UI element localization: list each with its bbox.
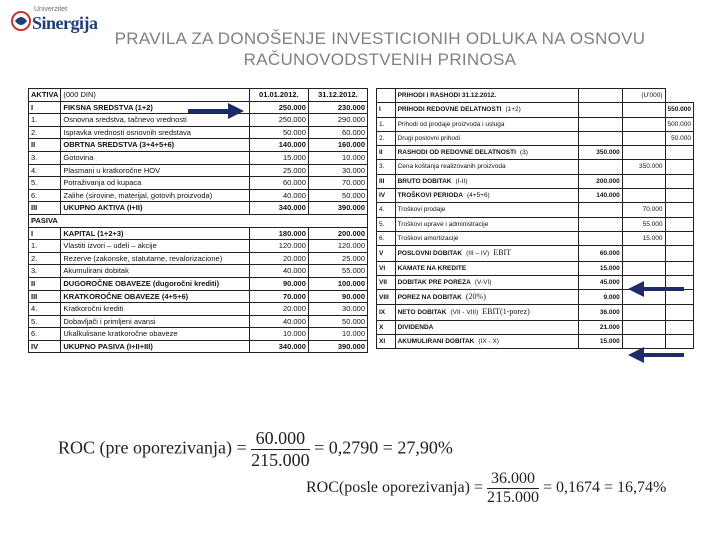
income-row [377,174,694,188]
income-row [377,189,694,203]
income-row-label: RASHODI OD REDOVNE DELATNOSTI [397,149,516,157]
balance-row-value-2012-12: 120.000 [308,240,367,253]
balance-row-label: OBRTNA SREDSTVA (3+4+5+6) [61,139,249,152]
balance-row-value-2012-01: 10.000 [249,328,308,341]
formula-result: 0,1674 = 16,74% [556,479,667,497]
balance-row [29,202,368,215]
income-row-label: POSLOVNI DOBITAK [397,250,463,258]
income-row-label-cell [395,203,578,217]
income-row [377,246,694,261]
income-row [377,320,694,334]
income-row-subtotal [578,203,622,217]
balance-header-date2: 31.12.2012. [308,89,367,102]
income-row [377,231,694,245]
income-row-number: III [377,174,396,188]
balance-row-value-2012-01: 15.000 [249,151,308,164]
balance-row-value-2012-12: 10.000 [308,151,367,164]
arrow-right-icon [186,100,246,122]
balance-row [29,277,368,290]
income-row-number: 1. [377,117,396,131]
balance-row-number: 4. [29,303,61,316]
income-row-number: 2. [377,131,396,145]
income-row-detail [622,261,665,275]
balance-row-label: KRATKOROČNE OBAVEZE (4+5+6) [61,290,249,303]
income-row-label: PRIHODI REDOVNE DELATNOSTI [397,106,502,114]
income-row-detail: 15.000 [622,231,665,245]
balance-row [29,189,368,202]
balance-row-label: DUGOROČNE OBAVEZE (dugoročni krediti) [61,277,249,290]
income-row-formula: (III – IV) [466,250,490,258]
balance-row-value-2012-12: 50.000 [308,189,367,202]
income-row [377,203,694,217]
income-row-label-cell [395,275,578,289]
income-row-subtotal [578,131,622,145]
income-row-detail [622,189,665,203]
income-row-label: TROŠKOVI PERIODA [397,192,463,200]
income-row-formula: (VII - VIII) [450,309,479,317]
income-row-label-cell [395,305,578,320]
balance-row [29,126,368,139]
income-row-detail [622,305,665,320]
income-row-label: Troškovi amortizacije [397,234,459,242]
income-row-label-cell [395,261,578,275]
balance-row [29,328,368,341]
balance-row-number: III [29,202,61,215]
balance-row-number: 5. [29,315,61,328]
balance-row-value-2012-01: 50.000 [249,126,308,139]
income-row-total [665,231,694,245]
income-row-note: (20%) [465,292,486,302]
income-row-total: 550.000 [665,103,694,117]
income-row-label: Drugi poslovni prihodi [397,134,461,142]
income-row-subtotal: 200.000 [578,174,622,188]
income-row-label-cell [395,146,578,160]
income-row [377,103,694,117]
income-row-detail [622,174,665,188]
logo-university-text: Univerzitet [34,6,68,13]
balance-row-value-2012-01: 20.000 [249,252,308,265]
income-row-subtotal: 15.000 [578,335,622,349]
balance-row-number: 1. [29,114,61,127]
income-header-unit: (U'000) [622,89,665,103]
balance-row-value-2012-12: 100.000 [308,277,367,290]
balance-row-number: I [29,227,61,240]
balance-row-value-2012-12: 160.000 [308,139,367,152]
balance-row-value-2012-01: 40.000 [249,315,308,328]
income-row-total [665,305,694,320]
balance-row-value-2012-12: 70.000 [308,177,367,190]
income-row-number: VI [377,261,396,275]
balance-row-number: 3. [29,265,61,278]
income-row-detail: 350.000 [622,160,665,174]
income-row-label-cell [395,246,578,261]
income-row [377,217,694,231]
income-row-label-cell [395,189,578,203]
balance-row-label: Potraživanja od kupaca [61,177,249,190]
balance-row [29,252,368,265]
arrow-left-icon [626,344,686,366]
income-row-subtotal: 60.000 [578,246,622,261]
arrow-left-icon [626,278,686,300]
income-row-subtotal: 21.000 [578,320,622,334]
formula-fraction [487,470,539,507]
income-row [377,261,694,275]
balance-row-value-2012-12: 10.000 [308,328,367,341]
income-row-label: POREZ NA DOBITAK [397,294,462,302]
income-row-label-cell [395,290,578,305]
income-row-label-cell [395,174,578,188]
formula-result: 0,2790 = 27,90% [328,437,453,458]
income-row-total [665,189,694,203]
income-row-total: 50.000 [665,131,694,145]
balance-row [29,265,368,278]
balance-row [29,139,368,152]
income-row-label-cell [395,335,578,349]
formula-fraction [251,428,310,471]
balance-row-label: Kratkoročni krediti [61,303,249,316]
balance-row-value-2012-01: 40.000 [249,189,308,202]
income-row-total [665,160,694,174]
income-row-detail [622,131,665,145]
balance-row-number: II [29,139,61,152]
balance-row-value-2012-12: 90.000 [308,290,367,303]
balance-row-number: 2. [29,252,61,265]
balance-row-label: UKUPNO PASIVA (I+II+III) [61,340,249,353]
income-row-number: I [377,103,396,117]
balance-row-number: II [29,277,61,290]
balance-row-number: 6. [29,189,61,202]
income-row-detail [622,146,665,160]
income-row-subtotal: 36.000 [578,305,622,320]
formula-label: ROC (pre oporezivanja) [58,437,232,458]
balance-row-value-2012-12: 55.000 [308,265,367,278]
logo-name: Sinergija [32,13,98,33]
balance-row-value-2012-01: 250.000 [249,114,308,127]
formula-label: ROC(posle oporezivanja) [306,479,470,497]
income-row-detail [622,320,665,334]
balance-row [29,315,368,328]
income-row-label-cell [395,231,578,245]
balance-row-label: KAPITAL (1+2+3) [61,227,249,240]
balance-section-label: PASIVA [29,214,368,227]
balance-row-number: 2. [29,126,61,139]
income-statement-table [376,88,694,349]
income-row-total [665,146,694,160]
income-row-label: Troškovi uprave i administracije [397,220,489,228]
income-row-number: XI [377,335,396,349]
balance-row-value-2012-01: 60.000 [249,177,308,190]
income-row-subtotal [578,103,622,117]
balance-row-number: 3. [29,151,61,164]
balance-row-value-2012-01: 70.000 [249,290,308,303]
income-row-total [665,203,694,217]
balance-row-label: Ukalkulisane kratkoročne obaveze [61,328,249,341]
balance-row-value-2012-12: 390.000 [308,202,367,215]
formula-numerator: 36.000 [487,470,539,489]
income-row-label: AKUMULIRANI DOBITAK [397,338,475,346]
income-row-label: DIVIDENDA [397,323,434,331]
income-header-title: PRIHODI I RASHODI 31.12.2012. [395,89,578,103]
balance-row-label: Vlastiti izvori – udeli – akcije [61,240,249,253]
income-row-subtotal [578,160,622,174]
income-header-row [377,89,694,103]
balance-row-value-2012-01: 25.000 [249,164,308,177]
balance-row-number: 6. [29,328,61,341]
income-row-formula: (1+2) [505,106,521,114]
income-row-number: V [377,246,396,261]
balance-row-value-2012-12: 290.000 [308,114,367,127]
balance-row-value-2012-01: 250.000 [249,101,308,114]
balance-row-number: IV [29,340,61,353]
income-row [377,305,694,320]
balance-row-value-2012-01: 140.000 [249,139,308,152]
income-row-total: 500.000 [665,117,694,131]
balance-row-label: Plasmani u kratkoročne HOV [61,164,249,177]
income-row-number: II [377,146,396,160]
income-row-label-cell [395,217,578,231]
income-row-label: KAMATE NA KREDITE [397,264,467,272]
income-row-label-cell [395,131,578,145]
income-row-total [665,246,694,261]
balance-row-value-2012-01: 20.000 [249,303,308,316]
balance-row-value-2012-12: 200.000 [308,227,367,240]
income-row-subtotal [578,117,622,131]
income-row-label: NETO DOBITAK [397,309,447,317]
income-row-label-cell [395,320,578,334]
balance-row-value-2012-12: 50.000 [308,315,367,328]
balance-row-label: Osnovna sredstva, tačnevo vrednosti [61,114,249,127]
balance-row [29,340,368,353]
balance-row-label: Akumulirani dobitak [61,265,249,278]
income-row-number: 4. [377,203,396,217]
balance-header-aktiva: AKTIVA [29,89,61,102]
balance-row [29,214,368,227]
income-row-number: VIII [377,290,396,305]
income-row-label-cell [395,103,578,117]
balance-row-number: 5. [29,177,61,190]
balance-header-date1: 01.01.2012. [249,89,308,102]
income-row-label: Prihodi od prodaje proizvoda i usluga [397,120,505,128]
income-row-number: 3. [377,160,396,174]
balance-row-value-2012-01: 340.000 [249,340,308,353]
income-row-label-cell [395,160,578,174]
income-row-detail: 70.000 [622,203,665,217]
balance-row-value-2012-01: 120.000 [249,240,308,253]
balance-row-label: Zalihe (sirovine, materijal, gotovih proizvoda) [61,189,249,202]
balance-row-number: 1. [29,240,61,253]
balance-row-value-2012-12: 30.000 [308,164,367,177]
balance-row [29,303,368,316]
formula-numerator: 60.000 [251,428,310,450]
income-row-formula: (IX - X) [478,338,499,346]
balance-row-value-2012-01: 90.000 [249,277,308,290]
balance-row [29,227,368,240]
income-row-number: IV [377,189,396,203]
balance-row-value-2012-12: 25.000 [308,252,367,265]
income-row-detail [622,117,665,131]
formula-denominator: 215.000 [251,450,310,470]
income-row-label: DOBITAK PRE POREZA [397,278,471,286]
income-row-formula: (I-II) [455,177,468,185]
income-row-formula: (4+5+6) [466,192,490,200]
income-row [377,160,694,174]
balance-row-value-2012-01: 340.000 [249,202,308,215]
income-row-subtotal: 140.000 [578,189,622,203]
income-row-note: EBIT(1-porez) [482,307,530,317]
balance-header-unit: (000 DIN) [61,89,249,102]
income-row-detail [622,103,665,117]
income-row-formula: (3) [519,149,528,157]
income-row-total [665,320,694,334]
balance-sheet-table [28,88,368,353]
income-row [377,131,694,145]
income-row-subtotal [578,231,622,245]
income-row [377,146,694,160]
slide-title: PRAVILA ZA DONOŠENJE INVESTICIONIH ODLUKA NA OSNOVU RAČUNOVODSTVENIH PRINOSA [114,29,646,69]
balance-row [29,164,368,177]
balance-row-label: Ispravka vrednosti osnovnih sredstava [61,126,249,139]
income-row-subtotal: 15.000 [578,261,622,275]
balance-row [29,177,368,190]
balance-row-number: III [29,290,61,303]
balance-row-value-2012-12: 390.000 [308,340,367,353]
balance-row-number: 4. [29,164,61,177]
income-row-total [665,261,694,275]
formula-denominator: 215.000 [486,489,539,506]
income-row-label: BRUTO DOBITAK [397,177,452,185]
income-row-number: 6. [377,231,396,245]
income-row-label-cell [395,117,578,131]
income-row-total [665,217,694,231]
roc-pre-tax-formula: ROC (pre oporezivanja) = $\frac{60.000}{215.000}$ = 0,2790 = 27,90% [58,428,453,470]
income-row-number: IX [377,305,396,320]
income-row-detail [622,246,665,261]
balance-row [29,290,368,303]
income-row [377,117,694,131]
balance-row-label: FIKSNA SREDSTVA (1+2) [61,101,249,114]
income-row-detail: 55.000 [622,217,665,231]
balance-row-number: I [29,101,61,114]
income-row-subtotal: 350.000 [578,146,622,160]
balance-row-value-2012-12: 60.000 [308,126,367,139]
balance-row-label: UKUPNO AKTIVA (I+II) [61,202,249,215]
income-row-total [665,174,694,188]
income-row-subtotal [578,217,622,231]
logo-emblem-icon [10,10,32,32]
income-row-label: Cena koštanja realizovanih proizvoda [397,163,506,171]
balance-row-value-2012-12: 30.000 [308,303,367,316]
balance-row-value-2012-12: 230.000 [308,101,367,114]
income-row-note: EBIT [493,248,512,258]
income-row-formula: (V-VI) [474,278,492,286]
income-row-number: 5. [377,217,396,231]
income-row-number: X [377,320,396,334]
balance-row-label: Gotovina [61,151,249,164]
roc-after-tax-formula: ROC(posle oporezivanja) = $\frac{36.000}{215.000}$ = 0,1674 = 16,74% [306,470,667,506]
balance-row-label: Dobavljači i primljeni avansi [61,315,249,328]
balance-row-value-2012-01: 180.000 [249,227,308,240]
income-row-label: Troškovi prodaje [397,206,446,214]
income-row-subtotal: 45.000 [578,275,622,289]
balance-row-value-2012-01: 40.000 [249,265,308,278]
balance-row [29,151,368,164]
balance-row [29,240,368,253]
balance-row-label: Rezerve (zakonske, statutarne, revalorizacione) [61,252,249,265]
income-row-number: VII [377,275,396,289]
income-row-subtotal: 9.000 [578,290,622,305]
